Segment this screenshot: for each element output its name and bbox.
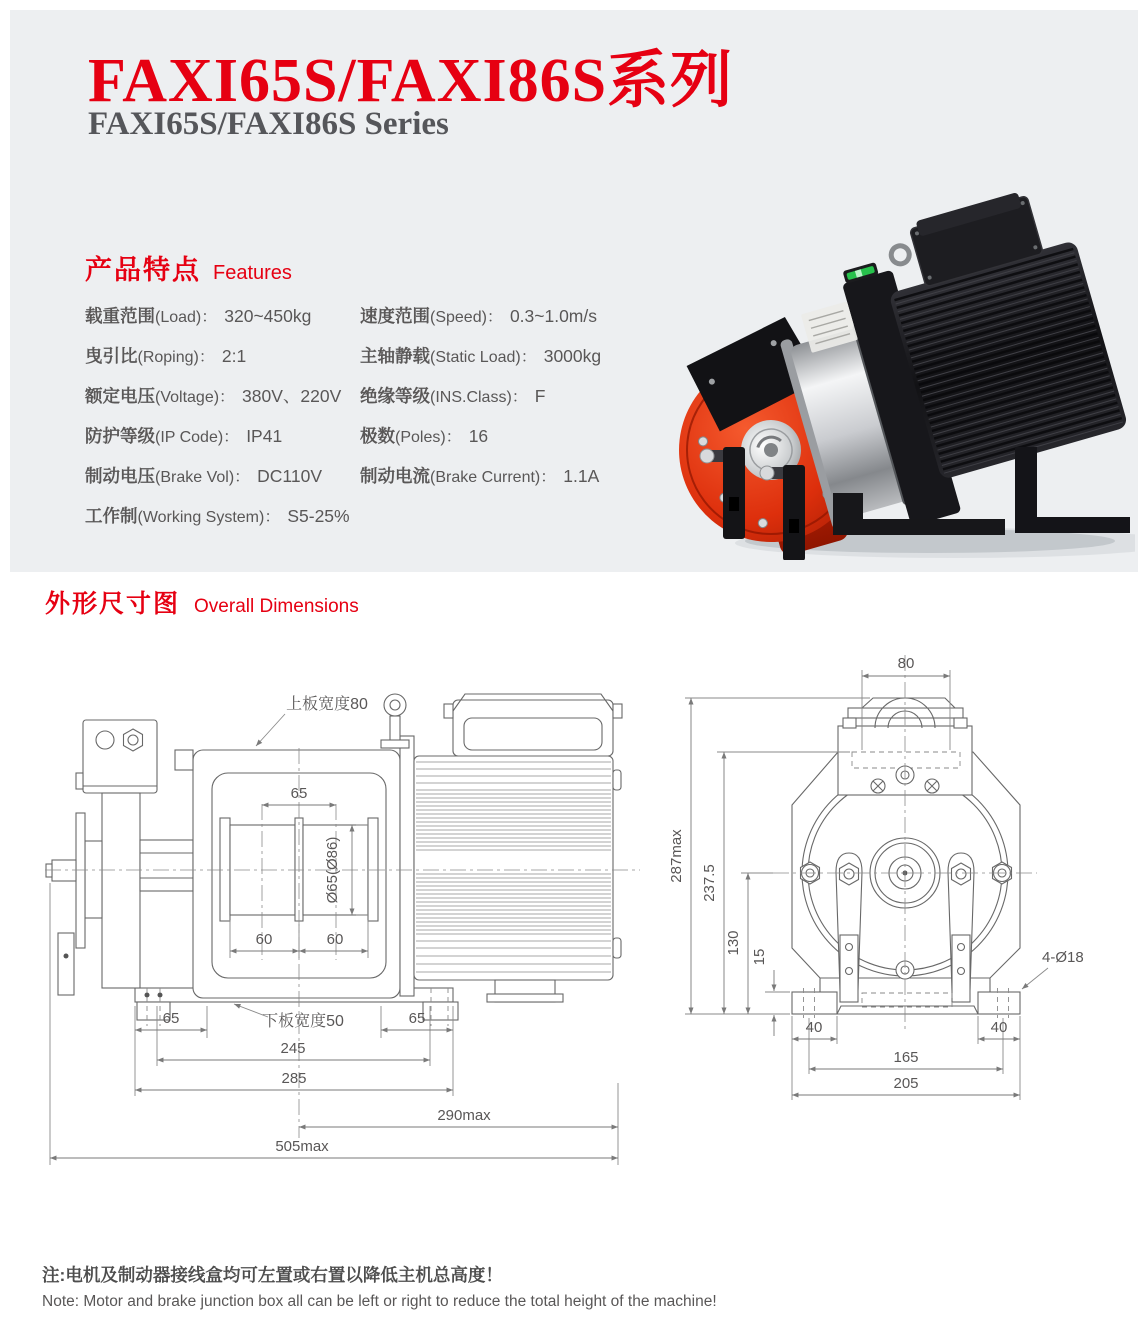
page-subtitle: FAXI65S/FAXI86S Series — [88, 106, 449, 142]
spec-row-roping — [85, 346, 350, 366]
spec-label-en: (Brake Vol)： — [155, 469, 251, 486]
spec-row-ip-code — [85, 426, 350, 446]
dim-foot-right: 65 — [408, 1010, 426, 1027]
dim-sheave-diameter: Ø65(Ø86) — [324, 836, 341, 904]
spec-label-cn: 速度范围 — [360, 306, 430, 326]
spec-value: S5-25% — [287, 506, 350, 526]
spec-label-en: (Static Load)： — [430, 349, 537, 366]
side-view-drawing — [40, 648, 660, 1196]
dim-bolt-span: 165 — [893, 1049, 919, 1066]
spec-row-brake-voltage — [85, 466, 350, 486]
spec-row-static-load — [360, 346, 601, 366]
spec-row-ins-class — [360, 386, 601, 406]
spec-label-cn: 极数 — [360, 426, 395, 446]
dim-bottom-plate-label: 下板宽度50 — [262, 1013, 344, 1030]
dim-foot-left: 40 — [805, 1019, 823, 1036]
spec-label-en: (IP Code)： — [155, 429, 240, 446]
spec-row-poles — [360, 426, 601, 446]
features-heading-en: Features — [213, 262, 292, 284]
spec-label-cn: 制动电压 — [85, 466, 155, 486]
dim-foot-right: 40 — [990, 1019, 1008, 1036]
dim-hub-height: 130 — [725, 930, 742, 956]
dim-base-height: 15 — [751, 948, 768, 966]
dim-top-plate-label: 上板宽度80 — [286, 696, 368, 713]
spec-label-en: (Poles)： — [395, 429, 462, 446]
dim-mid-height: 237.5 — [701, 864, 718, 902]
spec-column-left — [85, 306, 350, 546]
spec-label-cn: 额定电压 — [85, 386, 155, 406]
spec-label-cn: 载重范围 — [85, 306, 155, 326]
spec-row-voltage — [85, 386, 350, 406]
spec-row-working-system — [85, 506, 350, 526]
dim-foot-left: 65 — [162, 1010, 180, 1027]
front-view-drawing — [660, 640, 1148, 1140]
spec-row-speed — [360, 306, 601, 326]
spec-label-en: (Working System)： — [137, 509, 281, 526]
footnote-cn: 注:电机及制动器接线盒均可左置或右置以降低主机总高度！ — [42, 1265, 503, 1285]
spec-value: 2:1 — [221, 346, 247, 366]
spec-row-brake-current — [360, 466, 601, 486]
spec-label-en: (Speed)： — [430, 309, 503, 326]
spec-label-en: (Voltage)： — [155, 389, 236, 406]
spec-value: 320~450kg — [224, 306, 312, 326]
side-view-outline — [45, 694, 640, 1138]
spec-value: 1.1A — [563, 466, 600, 486]
page-title: FAXI65S/FAXI86S系列 — [88, 47, 734, 115]
spec-value: F — [534, 386, 546, 406]
spec-value: 380V、220V — [242, 386, 342, 406]
spec-value: 0.3~1.0m/s — [509, 306, 598, 326]
spec-label-en: (Load)： — [155, 309, 218, 326]
product-photo — [675, 192, 1135, 560]
header-section — [10, 10, 1138, 572]
spec-row-load — [85, 306, 350, 326]
footnote — [42, 1262, 717, 1311]
dim-holes: 4-Ø18 — [1042, 949, 1084, 966]
dim-groove-right: 60 — [326, 931, 344, 948]
spec-value: 16 — [468, 426, 489, 446]
spec-label-cn: 绝缘等级 — [360, 386, 430, 406]
dimensions-heading-en: Overall Dimensions — [194, 596, 359, 617]
spec-label-cn: 主轴静载 — [360, 346, 430, 366]
features-heading — [85, 248, 292, 287]
dim-groove-spacing: 65 — [290, 785, 308, 802]
spec-label-cn: 工作制 — [85, 506, 138, 526]
dim-total-height: 287max — [668, 829, 685, 883]
dim-right-length: 290max — [437, 1107, 491, 1124]
dim-groove-left: 60 — [255, 931, 273, 948]
spec-label-cn: 制动电流 — [360, 466, 430, 486]
spec-label-cn: 曳引比 — [85, 346, 138, 366]
spec-value: DC110V — [257, 466, 323, 486]
features-heading-cn: 产品特点 — [85, 255, 201, 285]
dim-base-width: 205 — [893, 1075, 919, 1092]
spec-label-en: (Brake Current)： — [430, 469, 557, 486]
spec-value: IP41 — [246, 426, 283, 446]
spec-column-right — [360, 306, 601, 506]
spec-label-en: (INS.Class)： — [430, 389, 528, 406]
spec-label-cn: 防护等级 — [85, 426, 155, 446]
dimensions-heading-cn: 外形尺寸图 — [45, 590, 181, 618]
dim-base-total: 285 — [281, 1070, 307, 1087]
spec-value: 3000kg — [543, 346, 602, 366]
footnote-en: Note: Motor and brake junction box all can be left or right to reduce the total height of the machine! — [42, 1293, 717, 1310]
dim-base-inner: 245 — [280, 1040, 306, 1057]
dim-total-length: 505max — [275, 1138, 329, 1155]
spec-label-en: (Roping)： — [137, 349, 215, 366]
front-view-outline — [773, 655, 1037, 1032]
dimensions-heading — [45, 584, 359, 620]
dim-top-width: 80 — [897, 655, 915, 672]
